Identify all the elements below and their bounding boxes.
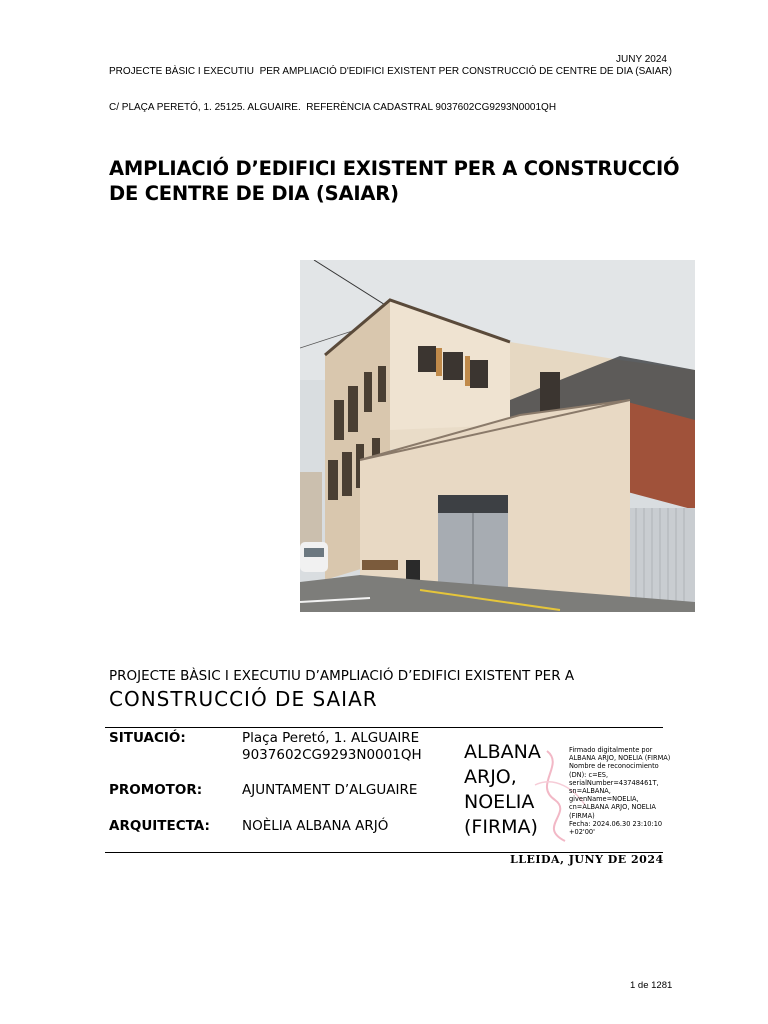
signature-detail-line: serialNumber=43748461T, <box>569 778 659 787</box>
title-line-2: DE CENTRE DE DIA (SAIAR) <box>109 182 399 205</box>
signature-name-line: NOELIA <box>464 791 535 813</box>
title-line-1: AMPLIACIÓ D’EDIFICI EXISTENT PER A CONSTRUCCIÓ <box>109 157 680 180</box>
subtitle-line-2: CONSTRUCCIÓ DE SAIAR <box>109 687 378 711</box>
signature-detail-line: +02'00' <box>569 828 595 837</box>
page-number: 1 de 1281 <box>630 980 673 991</box>
promotor-label: PROMOTOR: <box>109 782 203 798</box>
info-top-rule <box>105 727 663 728</box>
header-line-1: PROJECTE BÀSIC I EXECUTIU PER AMPLIACIÓ D'EDIFICI EXISTENT PER CONSTRUCCIÓ DE CENTRE DE DIA (SAIAR) <box>109 66 672 77</box>
signature-detail-line: (DN): c=ES, <box>569 770 609 779</box>
signature-name-line: ARJO, <box>464 766 517 788</box>
signature-detail-line: Nombre de reconocimiento <box>569 762 659 771</box>
signature-detail-line: cn=ALBANA ARJO, NOELIA <box>569 803 656 812</box>
building-photo <box>300 260 695 612</box>
document-title <box>109 156 709 206</box>
promotor-value: AJUNTAMENT D’ALGUAIRE <box>242 782 418 798</box>
place-date: LLEIDA, JUNY DE 2024 <box>510 853 664 866</box>
header-line-2: C/ PLAÇA PERETÓ, 1. 25125. ALGUAIRE. REFERÈNCIA CADASTRAL 9037602CG9293N0001QH <box>109 102 557 113</box>
signature-detail-line: Fecha: 2024.06.30 23:10:10 <box>569 819 663 828</box>
subtitle-line-1: PROJECTE BÀSIC I EXECUTIU D’AMPLIACIÓ D’EDIFICI EXISTENT PER A <box>109 668 575 684</box>
signature-details <box>569 746 679 836</box>
situacio-value <box>242 730 422 764</box>
situacio-address: Plaça Peretó, 1. ALGUAIRE <box>242 730 420 746</box>
signature-detail-line: givenName=NOELIA, <box>569 795 639 804</box>
arquitecta-value: NOÈLIA ALBANA ARJÓ <box>242 818 389 834</box>
signature-detail-line: sn=ALBANA, <box>569 787 611 796</box>
signature-detail-line: ALBANA ARJO, NOELIA (FIRMA) <box>569 754 671 763</box>
signature-name-line: (FIRMA) <box>464 816 538 838</box>
page-header <box>109 42 709 138</box>
signature-detail-line: (FIRMA) <box>569 811 595 820</box>
signature-detail-line: Firmado digitalmente por <box>569 746 653 754</box>
signature-name <box>464 740 541 840</box>
situacio-label: SITUACIÓ: <box>109 730 186 746</box>
header-date: JUNY 2024 <box>616 54 667 65</box>
situacio-cadastral: 9037602CG9293N0001QH <box>242 747 422 763</box>
signature-name-line: ALBANA <box>464 741 541 763</box>
arquitecta-label: ARQUITECTA: <box>109 818 210 834</box>
